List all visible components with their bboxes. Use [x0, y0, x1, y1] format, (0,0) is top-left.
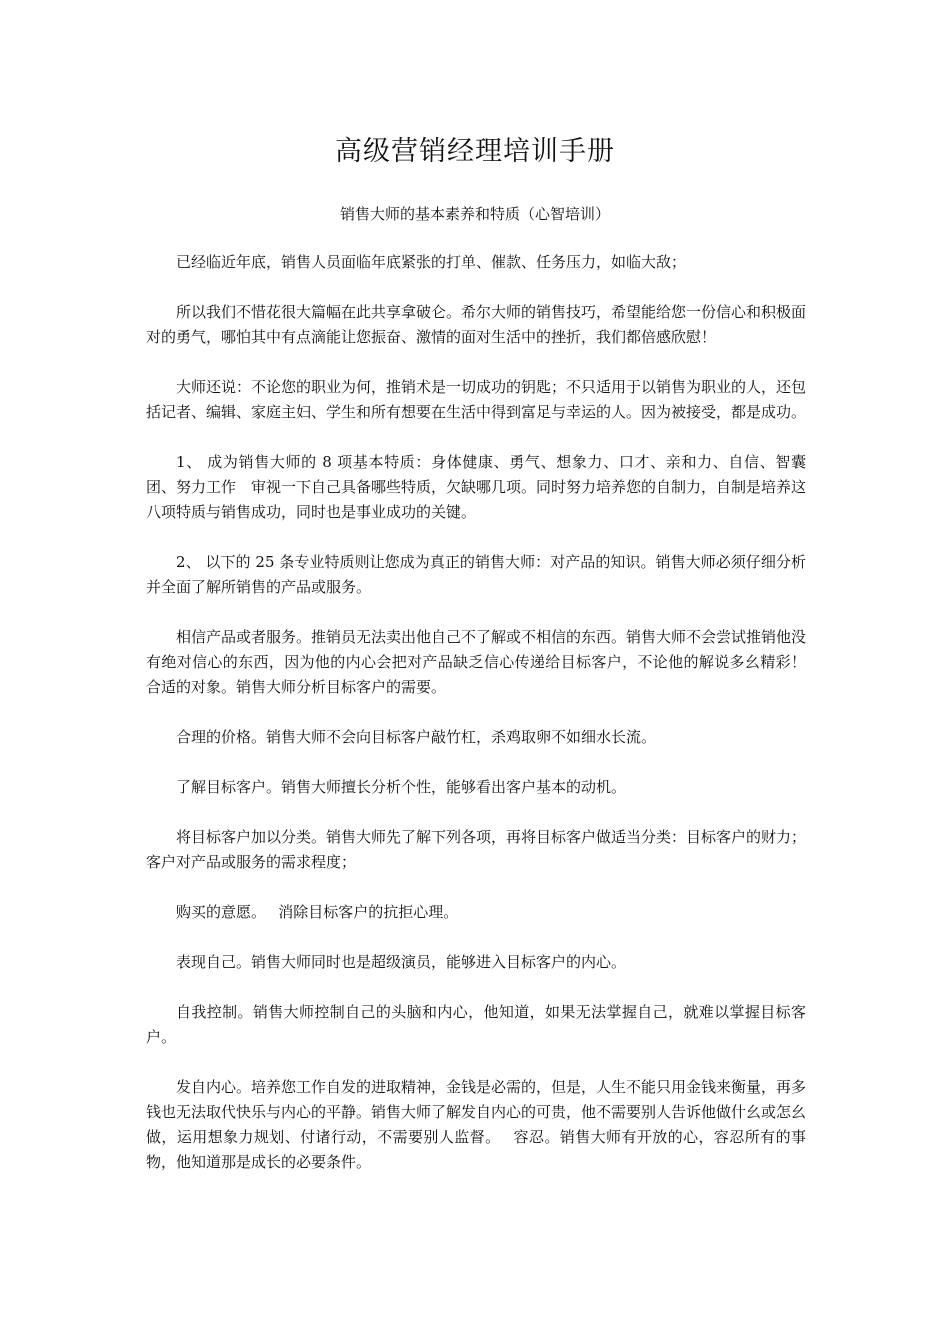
paragraph: 发自内心。培养您工作自发的进取精神，金钱是必需的，但是，人生不能只用金钱来衡量，再多钱也无法取代快乐与内心的平静。销售大师了解发自内心的可贵，他不需要别人告诉他做什幺或怎幺做，运用想象力规划、付诸行动，不需要别人监督。 容忍。销售大师有开放的心，容忍所有的事物，他知道那是成长的必要条件。	[146, 1078, 807, 1171]
paragraph: 相信产品或者服务。推销员无法卖出他自己不了解或不相信的东西。销售大师不会尝试推销他没有绝对信心的东西，因为他的内心会把对产品缺乏信心传递给目标客户，不论他的解说多幺精彩！ 合适的对象。销售大师分析目标客户的需要。	[146, 628, 826, 696]
paragraph: 合理的价格。销售大师不会向目标客户敲竹杠，杀鸡取卵不如细水长流。	[176, 728, 657, 746]
paragraph: 已经临近年底，销售人员面临年底紧张的打单、催款、任务压力，如临大敌；	[176, 253, 687, 271]
paragraph: 所以我们不惜花很大篇幅在此共享拿破仑。希尔大师的销售技巧，希望能给您一份信心和积极面对的勇气，哪怕其中有点滴能让您振奋、激情的面对生活中的挫折，我们都倍感欣慰！	[146, 303, 807, 346]
document-title: 高级营销经理培训手册	[335, 136, 615, 167]
paragraph: 1、 成为销售大师的 8 项基本特质：身体健康、勇气、想象力、口才、亲和力、自信、智囊团、努力工作 审视一下自己具备哪些特质，欠缺哪几项。同时努力培养您的自制力，自制是培养这八项特质与销售成功，同时也是事业成功的关键。	[146, 453, 807, 521]
paragraph: 2、 以下的 25 条专业特质则让您成为真正的销售大师：对产品的知识。销售大师必须仔细分析并全面了解所销售的产品或服务。	[146, 553, 806, 596]
paragraph: 了解目标客户。销售大师擅长分析个性，能够看出客户基本的动机。	[176, 778, 627, 796]
document-body	[146, 250, 826, 1200]
document-subtitle: 销售大师的基本素养和特质（心智培训）	[339, 205, 610, 223]
paragraph: 自我控制。销售大师控制自己的头脑和内心，他知道，如果无法掌握自己，就难以掌握目标客户。	[146, 1003, 806, 1046]
paragraph: 大师还说：不论您的职业为何，推销术是一切成功的钥匙；不只适用于以销售为职业的人，还包括记者、编辑、家庭主妇、学生和所有想要在生活中得到富足与幸运的人。因为被接受，都是成功。	[146, 378, 807, 421]
paragraph: 表现自己。销售大师同时也是超级演员，能够进入目标客户的内心。	[176, 953, 627, 971]
paragraph: 将目标客户加以分类。销售大师先了解下列各项，再将目标客户做适当分类：目标客户的财力；客户对产品或服务的需求程度；	[146, 828, 807, 871]
paragraph: 购买的意愿。 消除目标客户的抗拒心理。	[176, 903, 459, 921]
